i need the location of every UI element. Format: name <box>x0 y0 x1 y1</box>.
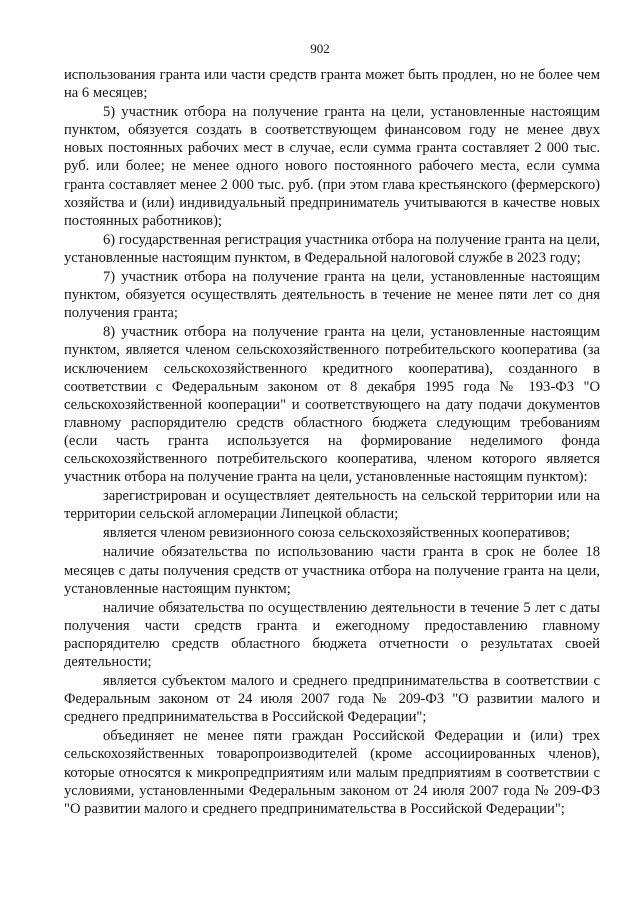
page-number: 902 <box>310 41 330 56</box>
paragraph-item-6: 6) государственная регистрация участника отбора на получение гранта на цели, установленные настоящим пунктом, в Федеральной налоговой службе в 2023 году; <box>64 231 600 266</box>
paragraph-requirement-reporting: наличие обязательства по осуществлению деятельности в течение 5 лет с даты получения части средств гранта и ежегодному предоставлению главному распорядителю средств областного бюджета отчетности о результатах своей деятельности; <box>64 599 600 670</box>
paragraph-item-7: 7) участник отбора на получение гранта на цели, установленные настоящим пунктом, обязуется осуществлять деятельность в течение не менее пяти лет со дня получения гранта; <box>64 269 600 322</box>
document-body <box>64 66 600 819</box>
paragraph-requirement-registration: зарегистрирован и осуществляет деятельность на сельской территории или на территории сельской агломерации Липецкой области; <box>64 488 600 523</box>
paragraph-item-5: 5) участник отбора на получение гранта на цели, установленные настоящим пунктом, обязуется создать в соответствующем финансовом году не менее двух новых постоянных рабочих мест в случае, если сумма гранта составляет 2 000 тыс. руб. или более; не менее одного нового постоянного рабочего места, если сумма гранта составляет менее 2 000 тыс. руб. (при этом глава крестьянского (фермерского) хозяйства и (или) индивидуальный предприниматель учитываются в качестве новых постоянных работников); <box>64 104 600 229</box>
paragraph-requirement-members: объединяет не менее пяти граждан Российской Федерации и (или) трех сельскохозяйственных товаропроизводителей (кроме ассоциированных членов), которые относятся к микропредприятиям или малым предприятиям в соответствии с условиями, установленными Федеральным законом от 24 июля 2007 года № 209-ФЗ "О развитии малого и среднего предпринимательства в Российской Федерации"; <box>64 728 600 817</box>
paragraph-requirement-sme: является субъектом малого и среднего предпринимательства в соответствии с Федеральным законом от 24 июля 2007 года № 209-ФЗ "О развитии малого и среднего предпринимательства в Российской Федерации"; <box>64 673 600 726</box>
paragraph-continuation: использования гранта или части средств гранта может быть продлен, но не более чем на 6 месяцев; <box>64 67 600 102</box>
paragraph-requirement-audit-union: является членом ревизионного союза сельскохозяйственных кооперативов; <box>103 525 570 542</box>
paragraph-requirement-usage-term: наличие обязательства по использованию части гранта в срок не более 18 месяцев с даты получения средств от участника отбора на получение гранта на цели, установленные настоящим пунктом; <box>64 544 600 597</box>
paragraph-item-8: 8) участник отбора на получение гранта на цели, установленные настоящим пунктом, является членом сельскохозяйственного потребительского кооператива (за исключением сельскохозяйственного кредитного кооператива), созданного в соответствии с Федеральным законом от 8 декабря 1995 года № 193-ФЗ "О сельскохозяйственной кооперации" и соответствующего на дату подачи документов главному распорядителю средств областного бюджета следующим требованиям (если часть гранта используется на формирование неделимого фонда сельскохозяйственного потребительского кооператива, членом которого является участник отбора на получение гранта на цели, установленные настоящим пунктом): <box>64 324 600 486</box>
